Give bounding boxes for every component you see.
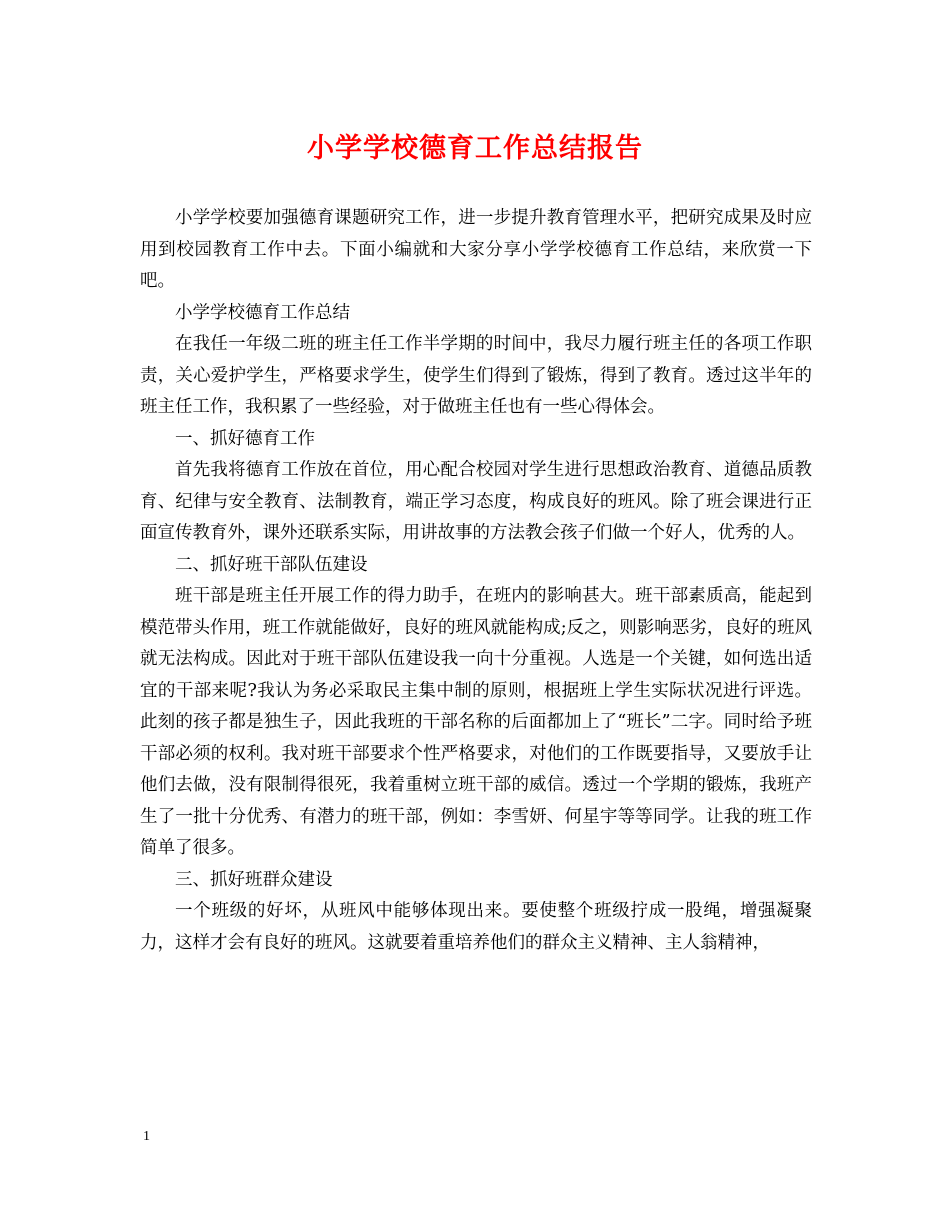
intro-paragraph: 小学学校要加强德育课题研究工作，进一步提升教育管理水平，把研究成果及时应用到校园教育工作中去。下面小编就和大家分享小学学校德育工作总结，来欣赏一下吧。 xyxy=(140,208,812,291)
body-paragraph: 一个班级的好坏，从班风中能够体现出来。要使整个班级拧成一股绳，增强凝聚力，这样才会有良好的班风。这就要着重培养他们的群众主义精神、主人翁精神， xyxy=(140,901,812,953)
body-paragraph: 在我任一年级二班的班主任工作半学期的时间中，我尽力履行班主任的各项工作职责，关心爱护学生，严格要求学生，使学生们得到了锻炼，得到了教育。透过这半年的班主任工作，我积累了一些经验，对于做班主任也有一些心得体会。 xyxy=(140,334,812,417)
section-heading: 一、抓好德育工作 xyxy=(175,428,315,449)
section-heading: 二、抓好班干部队伍建设 xyxy=(175,554,368,575)
page-number: 1 xyxy=(143,1129,150,1144)
section-heading: 三、抓好班群众建设 xyxy=(175,869,333,890)
body-paragraph: 首先我将德育工作放在首位，用心配合校园对学生进行思想政治教育、道德品质教育、纪律与安全教育、法制教育，端正学习态度，构成良好的班风。除了班会课进行正面宣传教育外，课外还联系实际，用讲故事的方法教会孩子们做一个好人，优秀的人。 xyxy=(140,460,812,543)
document-body xyxy=(140,203,812,959)
body-paragraph: 班干部是班主任开展工作的得力助手，在班内的影响甚大。班干部素质高，能起到模范带头作用，班工作就能做好，良好的班风就能构成;反之，则影响恶劣，良好的班风就无法构成。因此对于班干部队伍建设我一向十分重视。人选是一个关键，如何选出适宜的干部来呢?我认为务必采取民主集中制的原则，根据班上学生实际状况进行评选。此刻的孩子都是独生子，因此我班的干部名称的后面都加上了“班长”二字。同时给予班干部必须的权利。我对班干部要求个性严格要求，对他们的工作既要指导，又要放手让他们去做，没有限制得很死，我着重树立班干部的威信。透过一个学期的锻炼，我班产生了一批十分优秀、有潜力的班干部，例如：李雪妍、何星宇等等同学。让我的班工作简单了很多。 xyxy=(140,586,812,858)
document-title: 小学学校德育工作总结报告 xyxy=(307,133,643,164)
section-heading: 小学学校德育工作总结 xyxy=(175,302,350,323)
